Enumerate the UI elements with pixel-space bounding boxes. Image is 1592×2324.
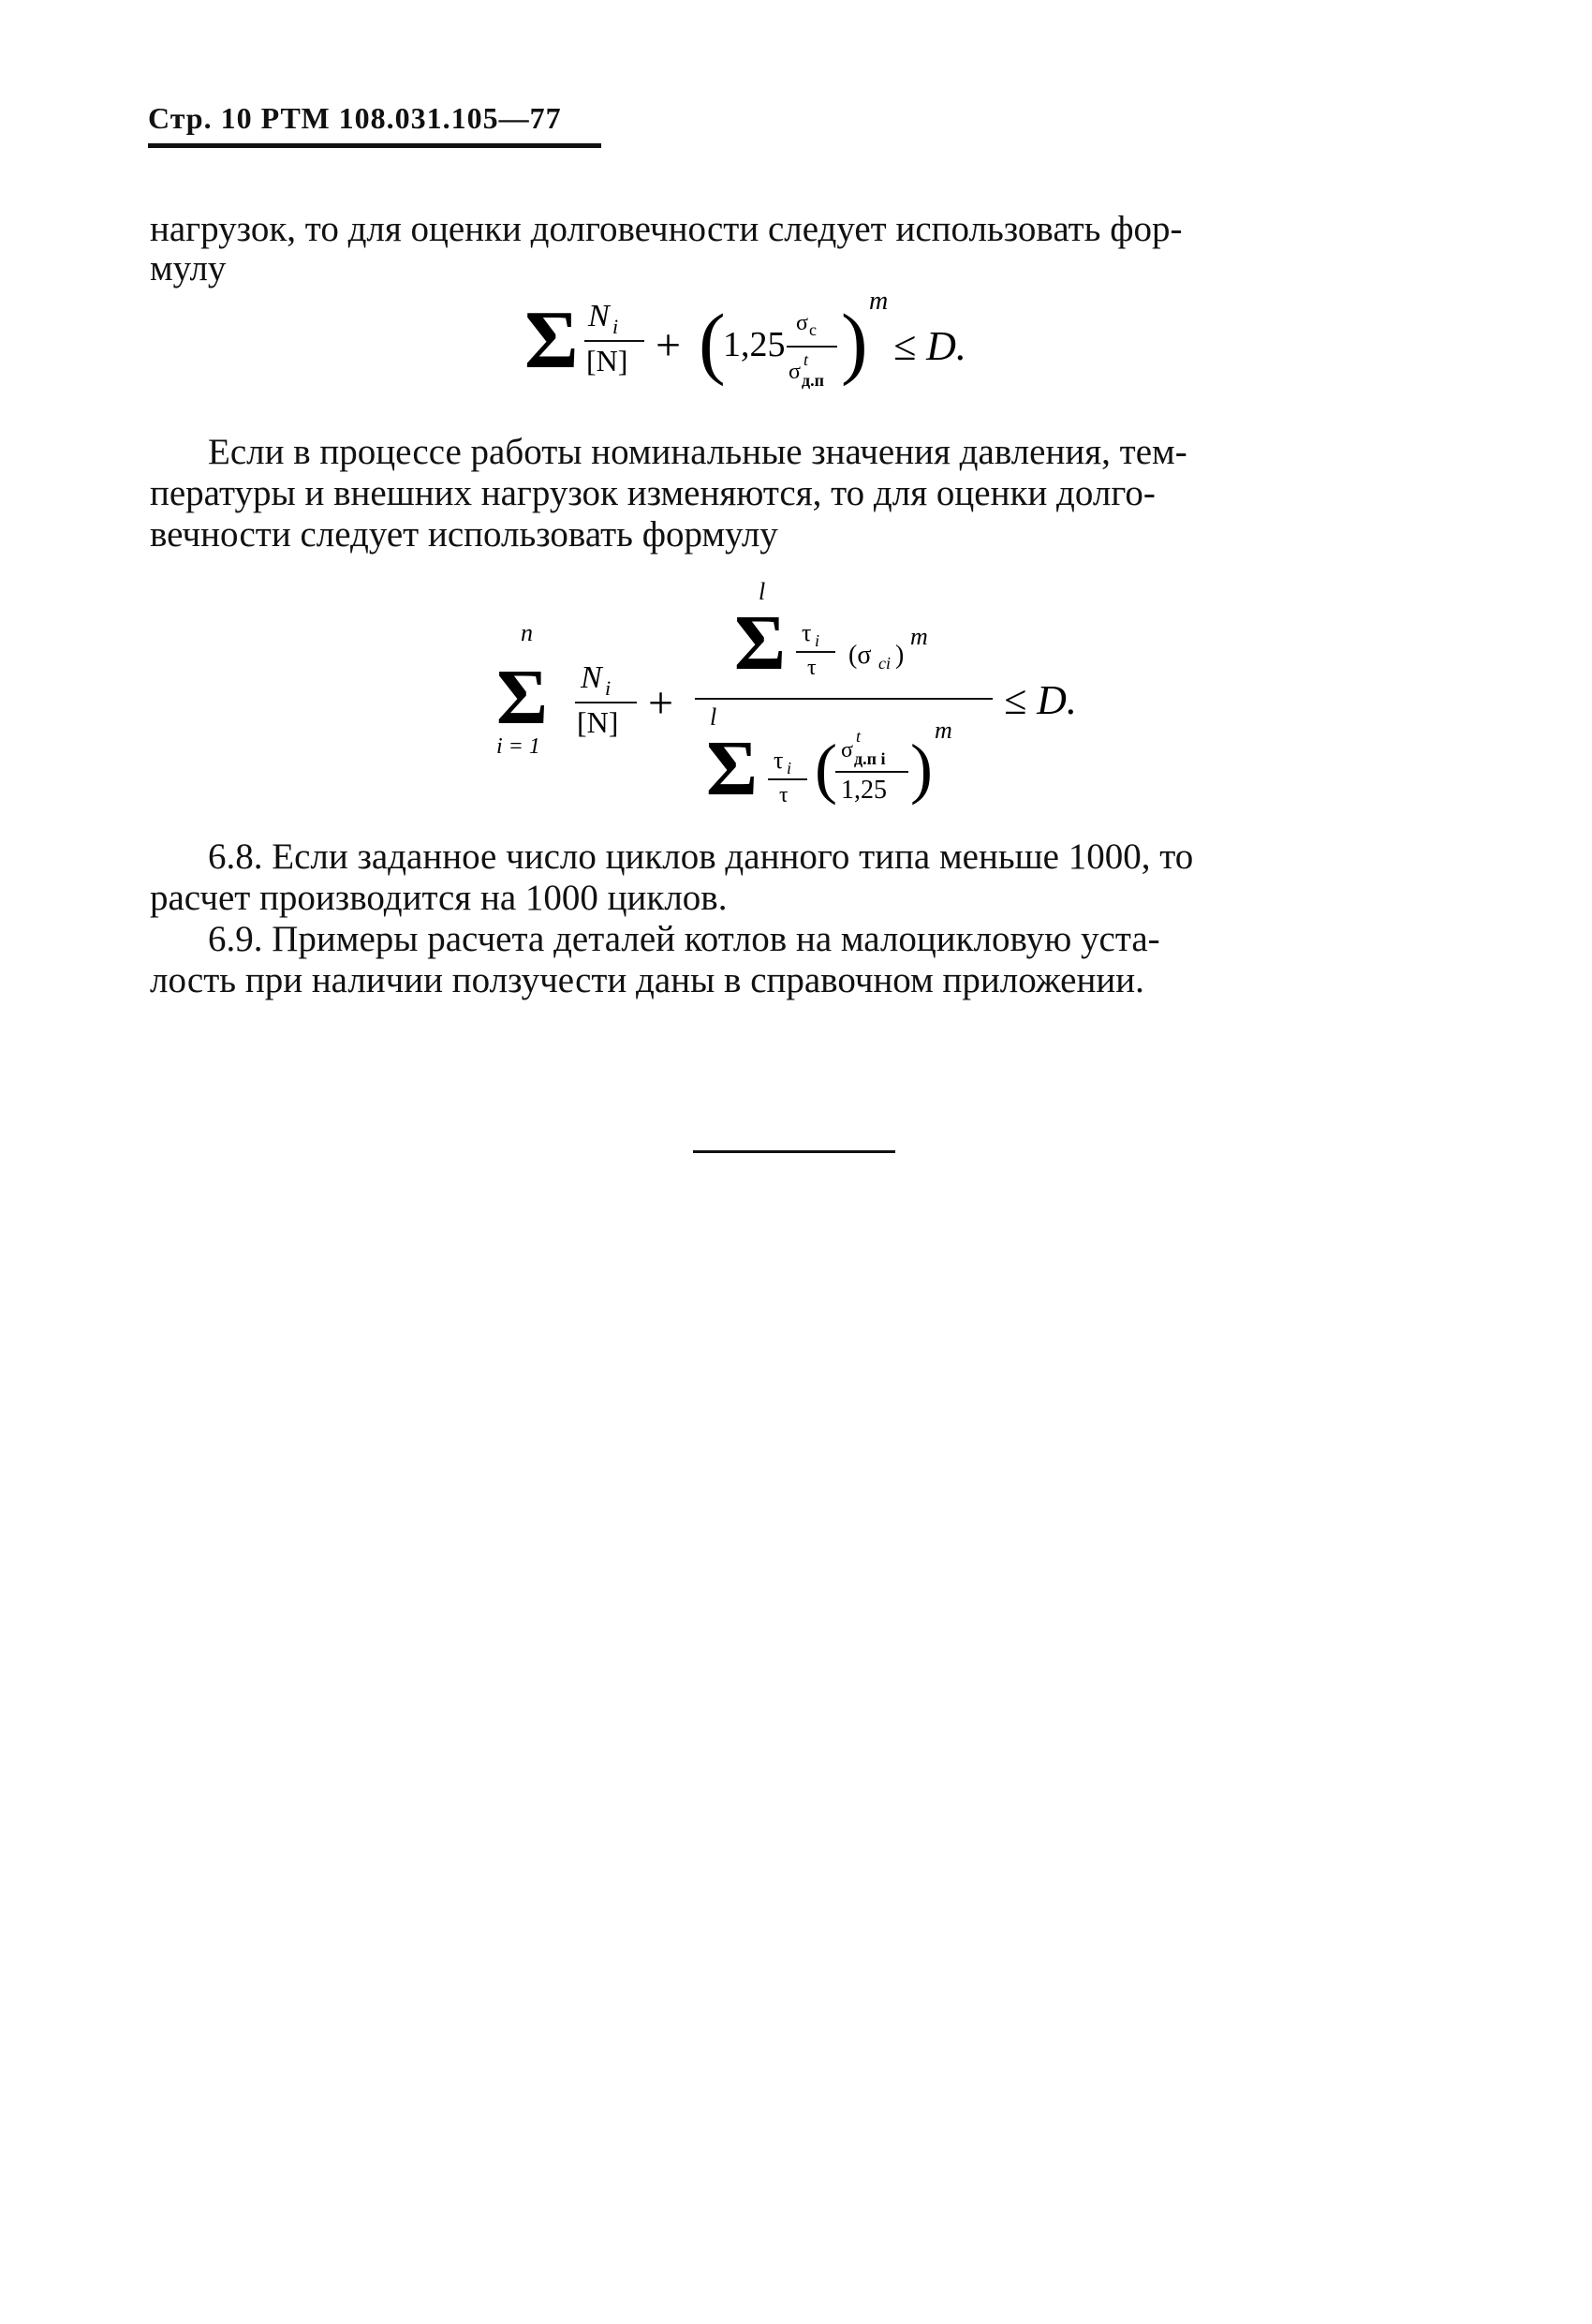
paragraph-1-line-2: мулу — [150, 248, 227, 289]
paragraph-3-line-3: 6.9. Примеры расчета деталей котлов на малоцикловую уста- — [208, 919, 1160, 959]
formula-2-plus: + — [648, 678, 674, 728]
formula-2-bottom-tau-i: τ — [774, 747, 784, 774]
formula-1-exponent: m — [869, 287, 889, 316]
formula-1-sigma-c-sub: c — [809, 320, 817, 339]
formula-1-num-sub: i — [612, 315, 619, 338]
formula-2-bottom-exponent: m — [935, 717, 952, 744]
formula-2-top-tau: τ — [807, 656, 817, 680]
formula-2-bottom-sum-upper: l — [710, 703, 717, 731]
paragraph-3-line-2: расчет производится на 1000 циклов. — [150, 878, 728, 918]
formula-2-sigma-ci-close: ) — [895, 641, 905, 670]
paragraph-3-line-4: лость при наличии ползучести даны в справочном приложении. — [150, 960, 1144, 1000]
formula-2-sigma-dpi-sub: д.п i — [854, 749, 886, 768]
paragraph-3-line-1: 6.8. Если заданное число циклов данного типа меньше 1000, то — [208, 836, 1194, 877]
formula-2-den: [N] — [577, 705, 619, 739]
closing-rule — [693, 1150, 895, 1153]
formula-2-top-sum-sign: Σ — [734, 600, 786, 687]
formula-1-sum-sign: Σ — [524, 295, 579, 386]
formula-2-relation: ≤ D. — [1004, 677, 1077, 723]
formula-2-bottom-sum-sign: Σ — [706, 725, 758, 807]
formula-2-num-sub: i — [605, 676, 612, 700]
formula-2-sigma-ci-sub: ci — [878, 654, 891, 673]
formula-2-sigma-dpi: σ — [841, 738, 853, 762]
formula-2-left-sum-sign: Σ — [496, 654, 548, 741]
formula-2-top-sum-upper: l — [759, 578, 766, 605]
formula-2-left-sum-upper: n — [521, 619, 533, 646]
formula-2-top-tau-i: τ — [802, 619, 812, 646]
formula-2-bottom-coef: 1,25 — [841, 776, 887, 805]
formula-1-num-n: N — [588, 299, 610, 333]
formula-1-relation: ≤ D. — [893, 323, 966, 369]
formula-1 — [524, 281, 1049, 403]
paragraph-2-line-1: Если в процессе работы номинальные значения давления, тем- — [208, 432, 1187, 472]
formula-1-sigma-dp: σ — [789, 360, 801, 384]
formula-1-sigma-dp-sup: t — [803, 350, 809, 369]
formula-2-bottom-lparen: ( — [815, 731, 837, 806]
formula-2-num-n: N — [581, 660, 602, 695]
formula-1-sigma-c: σ — [796, 311, 808, 335]
page-header: Стр. 10 РТМ 108.031.105—77 — [148, 101, 562, 135]
formula-2-top-exponent: m — [910, 623, 928, 650]
formula-2-bottom-tau: τ — [779, 783, 789, 807]
paragraph-2-line-2: пературы и внешних нагрузок изменяются, то для оценки долго- — [150, 473, 1156, 513]
formula-2-sigma-dpi-sup: t — [856, 727, 862, 746]
formula-2-bottom-rparen: ) — [910, 731, 933, 806]
formula-1-lparen: ( — [699, 297, 726, 387]
formula-1-plus: + — [656, 320, 682, 370]
formula-2-bottom-tau-i-sub: i — [787, 759, 792, 777]
formula-2-top-tau-i-sub: i — [815, 631, 820, 650]
formula-1-rparen: ) — [841, 297, 868, 387]
formula-2-left-sum-lower: i = 1 — [496, 734, 540, 759]
formula-1-coef: 1,25 — [723, 325, 786, 364]
formula-2-sigma-ci: (σ — [848, 641, 872, 670]
paragraph-2-line-3: вечности следует использовать формулу — [150, 514, 778, 555]
formula-1-sigma-dp-sub: д.п — [802, 371, 824, 390]
formula-1-den: [N] — [586, 344, 628, 377]
formula-2 — [487, 573, 1124, 807]
header-rule — [148, 143, 601, 148]
paragraph-1-line-1: нагрузок, то для оценки долговечности следует использовать фор- — [150, 209, 1183, 249]
